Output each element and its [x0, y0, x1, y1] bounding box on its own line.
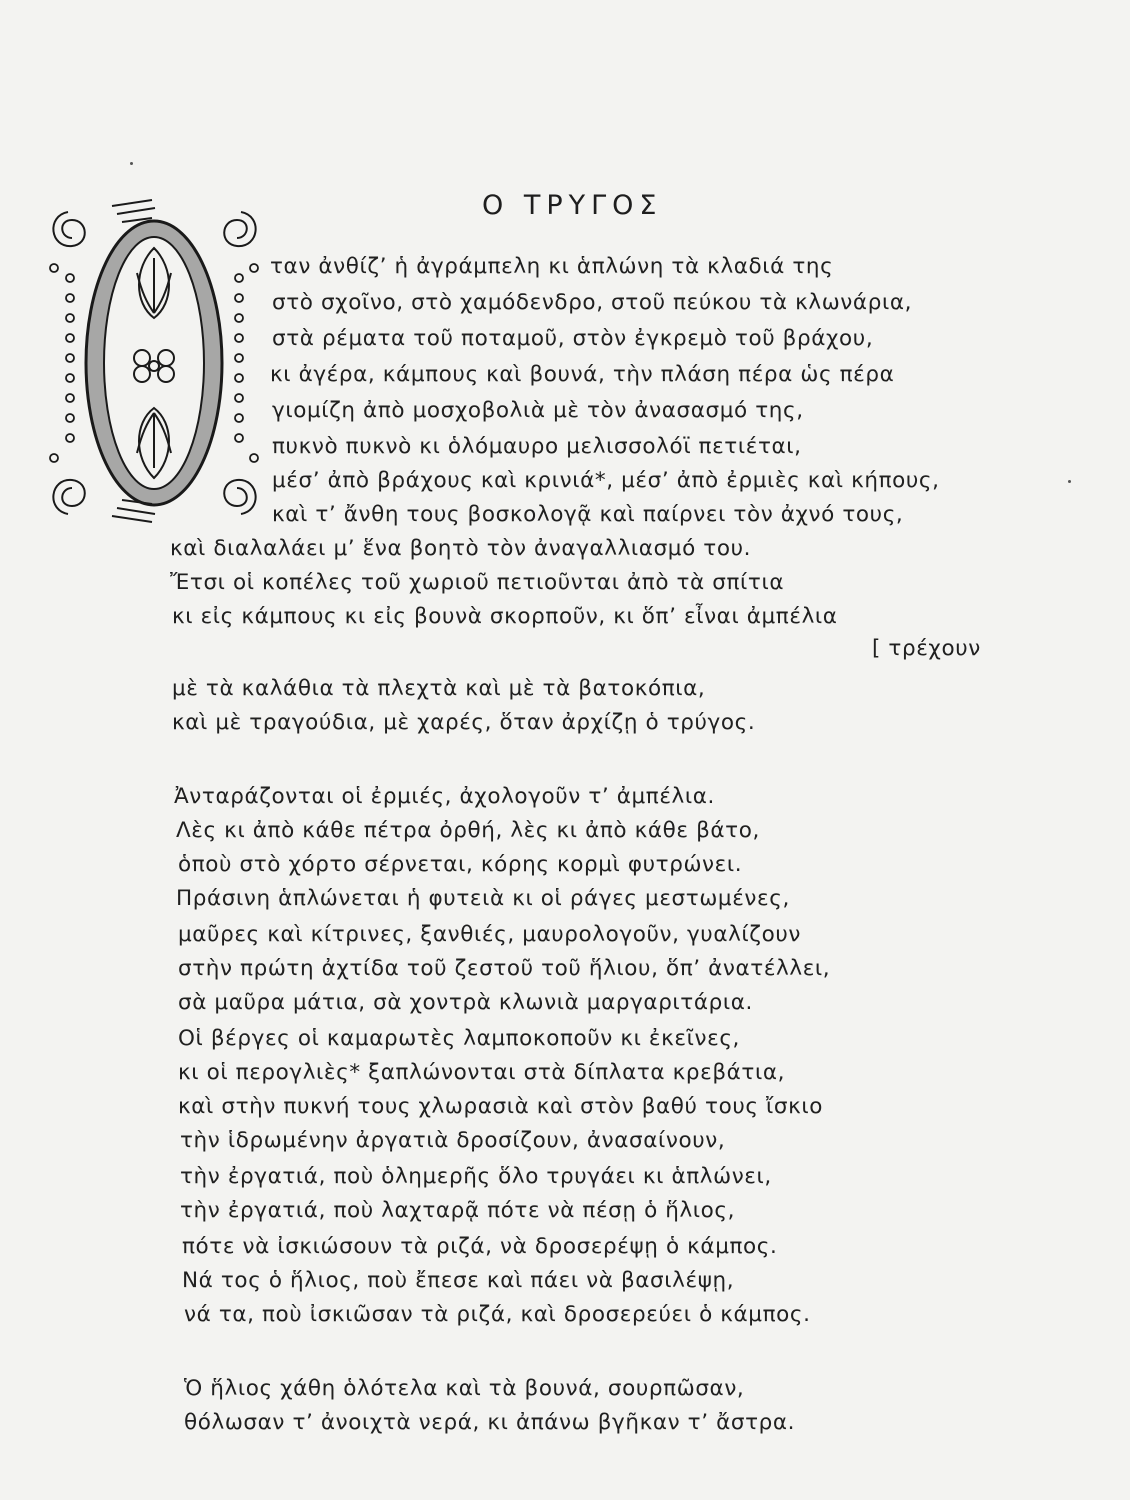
- poem-line: καὶ στὴν πυκνή τους χλωρασιὰ καὶ στὸν βαθύ τους ἴσκιο: [178, 1094, 824, 1119]
- poem-line: Ἀνταράζονται οἱ ἐρμιές, ἀχολογοῦν τ’ ἀμπέλια.: [174, 784, 715, 809]
- poem-line: θόλωσαν τ’ ἀνοιχτὰ νερά, κι ἀπάνω βγῆκαν τ’ ἄστρα.: [184, 1410, 796, 1435]
- poem-line: Λὲς κι ἀπὸ κάθε πέτρα ὀρθή, λὲς κι ἀπὸ κάθε βάτο,: [176, 818, 760, 843]
- poem-line: μὲ τὰ καλάθια τὰ πλεχτὰ καὶ μὲ τὰ βατοκόπια,: [172, 676, 706, 701]
- poem-line: πυκνὸ πυκνὸ κι ὁλόμαυρο μελισσολόϊ πετιέται,: [272, 434, 802, 459]
- poem-line: Οἱ βέργες οἱ καμαρωτὲς λαμποκοποῦν κι ἐκεῖνες,: [178, 1026, 740, 1051]
- ornamental-initial-o-icon: [42, 198, 267, 528]
- print-speck: [130, 162, 133, 165]
- poem-line: ταν ἀνθίζ’ ἡ ἀγράμπελη κι ἁπλώνη τὰ κλαδιά της: [270, 254, 834, 279]
- poem-line: στὰ ρέματα τοῦ ποταμοῦ, στὸν ἐγκρεμὸ τοῦ βράχου,: [272, 326, 874, 351]
- poem-line: Νά τος ὁ ἥλιος, ποὺ ἔπεσε καὶ πάει νὰ βασιλέψῃ,: [182, 1268, 735, 1293]
- poem-line: τὴν ἐργατιά, ποὺ λαχταρᾷ πότε νὰ πέσῃ ὁ ἥλιος,: [180, 1198, 736, 1223]
- poem-line: κι εἰς κάμπους κι εἰς βουνὰ σκορποῦν, κι ὅπ’ εἶναι ἀμπέλια: [172, 604, 838, 629]
- poem-line-continuation: [ τρέχουν: [872, 636, 981, 661]
- poem-line: πότε νὰ ἰσκιώσουν τὰ ριζά, νὰ δροσερέψῃ ὁ κάμπος.: [182, 1234, 778, 1259]
- poem-line: καὶ διαλαλάει μ’ ἕνα βοητὸ τὸν ἀναγαλλιασμό του.: [170, 536, 752, 561]
- poem-line: γιομίζη ἀπὸ μοσχοβολιὰ μὲ τὸν ἀνασασμό της,: [272, 398, 804, 423]
- poem-line: στὸ σχοῖνο, στὸ χαμόδενδρο, στοῦ πεύκου τὰ κλωνάρια,: [272, 290, 913, 315]
- poem-line: νά τα, ποὺ ἰσκιῶσαν τὰ ριζά, καὶ δροσερεύει ὁ κάμπος.: [184, 1302, 811, 1327]
- poem-line: Ἔτσι οἱ κοπέλες τοῦ χωριοῦ πετιοῦνται ἀπὸ τὰ σπίτια: [170, 570, 785, 595]
- poem-line: Ὁ ἥλιος χάθη ὁλότελα καὶ τὰ βουνά, σουρπῶσαν,: [184, 1376, 745, 1401]
- poem-line: κι οἱ περογλιὲς* ξαπλώνονται στὰ δίπλατα κρεβάτια,: [178, 1060, 786, 1085]
- poem-line: μέσ’ ἀπὸ βράχους καὶ κρινιά*, μέσ’ ἀπὸ ἐρμιὲς καὶ κήπους,: [272, 468, 940, 493]
- poem-line: Πράσινη ἁπλώνεται ἡ φυτειὰ κι οἱ ράγες μεστωμένες,: [176, 886, 790, 911]
- poem-line: τὴν ἐργατιά, ποὺ ὁλημερῆς ὅλο τρυγάει κι ἁπλώνει,: [180, 1164, 772, 1189]
- poem-line: ὁποὺ στὸ χόρτο σέρνεται, κόρης κορμὶ φυτρώνει.: [178, 852, 743, 877]
- poem-line: στὴν πρώτη ἀχτίδα τοῦ ζεστοῦ τοῦ ἥλιου, ὅπ’ ἀνατέλλει,: [178, 956, 831, 981]
- poem-line: καὶ τ’ ἄνθη τους βοσκολογᾷ καὶ παίρνει τὸν ἀχνό τους,: [272, 502, 904, 527]
- print-speck: [1068, 480, 1071, 483]
- poem-line: κι ἀγέρα, κάμπους καὶ βουνά, τὴν πλάση πέρα ὡς πέρα: [270, 362, 895, 387]
- poem-line: τὴν ἱδρωμένην ἀργατιὰ δροσίζουν, ἀνασαίνουν,: [180, 1128, 726, 1153]
- poem-line: καὶ μὲ τραγούδια, μὲ χαρές, ὅταν ἀρχίζῃ ὁ τρύγος.: [172, 710, 756, 735]
- poem-line: μαῦρες καὶ κίτρινες, ξανθιές, μαυρολογοῦν, γυαλίζουν: [178, 922, 802, 947]
- poem-line: σὰ μαῦρα μάτια, σὰ χοντρὰ κλωνιὰ μαργαριτάρια.: [178, 990, 753, 1015]
- poem-title: Ο ΤΡΥΓΟΣ: [482, 190, 663, 221]
